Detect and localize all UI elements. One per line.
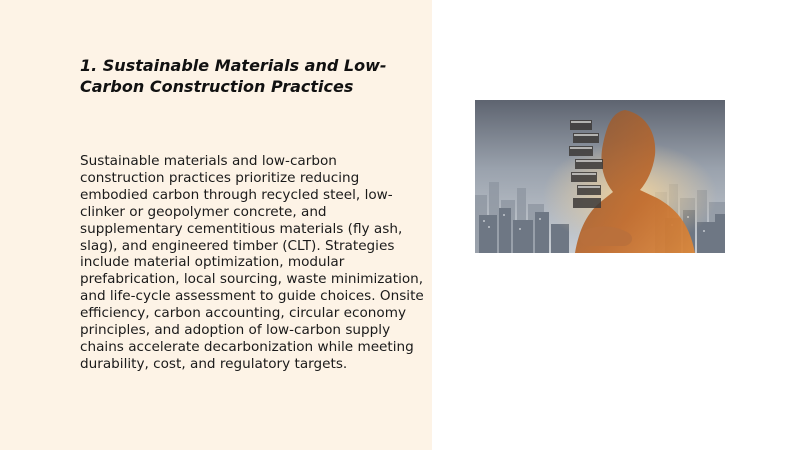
slide-title: 1. Sustainable Materials and Low-Carbon Construction Practices	[80, 56, 387, 96]
slide-body-text: Sustainable materials and low-carbon construction practices prioritize reducing embodied carbon through recycled steel, low-clinker or geopolymer concrete, and supplementary cementitious materials (fly ash, slag), and engineered timber (CLT). Strategies include material optimization, modular prefabrication, local sourcing, waste minimization, and life-cycle assessment to guide choices. Onsite efficiency, carbon accounting, circular economy principles, and adoption of low-carbon supply chains accelerate decarbonization while meeting durability, cost, and regulatory targets.	[80, 153, 424, 372]
city-figure-photo	[475, 100, 725, 253]
photo	[475, 100, 725, 253]
